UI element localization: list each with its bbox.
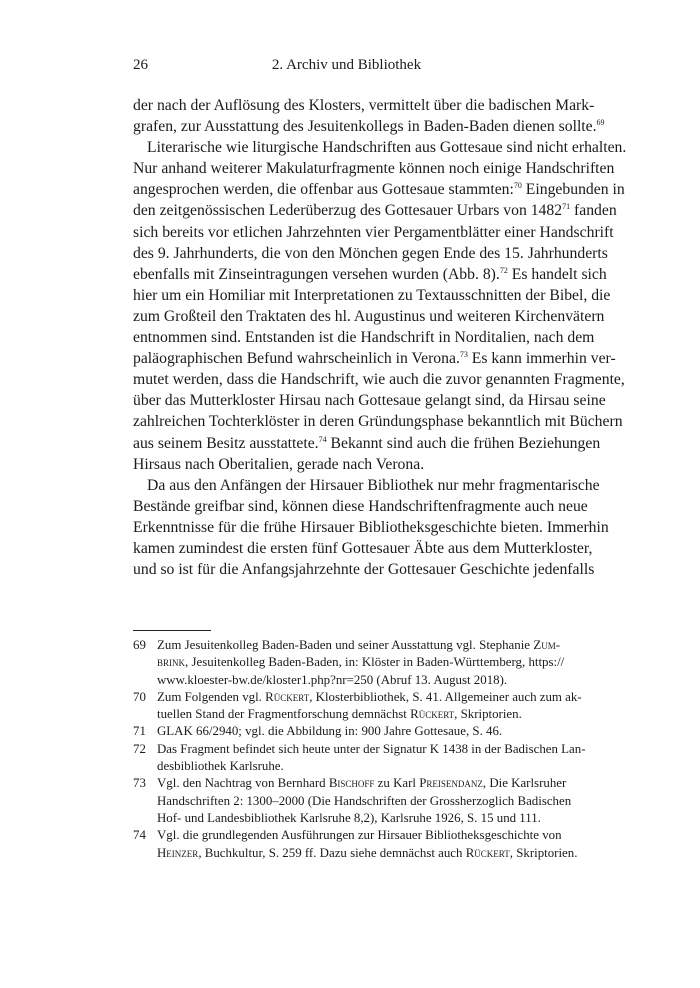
- text-line: kamen zumindest die ersten fünf Gottesauer Äbte aus dem Mutterkloster,: [133, 539, 593, 557]
- text-line: Hirsaus nach Oberitalien, gerade nach Verona.: [133, 455, 425, 473]
- footnote-ref[interactable]: 71: [562, 202, 571, 212]
- text-line: entnommen sind. Entstanden ist die Handschrift in Norditalien, nach dem: [133, 329, 595, 347]
- paragraph: [133, 137, 627, 475]
- footnote-73: [133, 775, 572, 827]
- main-text: [133, 95, 627, 580]
- page-header: [133, 55, 560, 75]
- footnote-number: 69: [133, 638, 146, 652]
- footnote-line: GLAK 66/2940; vgl. die Abbildung in: 900 Jahre Gottesaue, S. 46.: [157, 724, 503, 739]
- text-line: Da aus den Anfängen der Hirsauer Bibliothek nur mehr fragmentarische: [147, 476, 600, 494]
- text-line: angesprochen werden, die offenbar aus Gottesaue stammten:$^{70}$ Eingebunden in: [133, 181, 625, 199]
- footnote-line: Heinzer, Buchkultur, S. 259 ff. Dazu siehe demnächst auch Rückert, Skriptorien.: [157, 845, 578, 860]
- paragraph: [133, 95, 605, 137]
- text-line: paläographischen Befund wahrscheinlich in Verona.$^{73}$ Es kann immerhin ver-: [133, 350, 616, 368]
- text-line: zum Großteil den Traktaten des hl. Augustinus und weiteren Kirchenvätern: [133, 307, 605, 325]
- footnote-line: Vgl. die grundlegenden Ausführungen zur Hirsauer Bibliotheksgeschichte von: [157, 828, 562, 843]
- footnote-line: Vgl. den Nachtrag von Bernhard Bischoff zu Karl Preisendanz, Die Karlsruher: [157, 776, 567, 791]
- footnote-74: [133, 827, 578, 862]
- footnote-number: 74: [133, 828, 146, 843]
- footnote-separator: [133, 630, 211, 631]
- footnotes: [133, 637, 586, 862]
- footnote-69: [133, 637, 565, 689]
- footnote-number: 72: [133, 741, 146, 756]
- page-number: 26: [133, 57, 148, 73]
- text-line: Bestände greifbar sind, können diese Handschriftenfragmente auch neue: [133, 497, 588, 515]
- footnote-line[interactable]: www.kloester-bw.de/kloster1.php?nr=250 (Abruf 13. August 2018).: [157, 672, 508, 687]
- text-line: Erkenntnisse für die frühe Hirsauer Bibliotheksgeschichte bieten. Immerhin: [133, 518, 609, 536]
- footnote-line: Handschriften 2: 1300–2000 (Die Handschriften der Grossherzoglich Badischen: [157, 793, 572, 808]
- footnote-ref[interactable]: 73: [459, 350, 468, 360]
- text-line: ebenfalls mit Zinseintragungen versehen wurden (Abb. 8).$^{72}$ Es handelt sich: [133, 265, 607, 283]
- footnote-71: [133, 723, 560, 740]
- text-line: Literarische wie liturgische Handschriften aus Gottesaue sind nicht erhalten.: [147, 139, 627, 157]
- text-line: grafen, zur Ausstattung des Jesuitenkollegs in Baden-Baden dienen sollte.$^{69}$: [133, 118, 605, 136]
- text-line: des 9. Jahrhunderts, die von den Mönchen gegen Ende des 15. Jahrhunderts: [133, 244, 608, 262]
- footnote-ref[interactable]: 69: [596, 118, 605, 128]
- text-line: den zeitgenössischen Lederüberzug des Gottesauer Urbars von 1482$^{71}$ fanden: [133, 202, 617, 220]
- footnote-number: 71: [133, 724, 146, 739]
- text-line: sich bereits vor etlichen Jahrzehnten vier Pergamentblätter einer Handschrift: [133, 223, 614, 241]
- footnote-ref[interactable]: 70: [513, 181, 522, 191]
- footnote-line: desbibliothek Karlsruhe.: [157, 759, 284, 774]
- footnote-line: brink, Jesuitenkolleg Baden-Baden, in: Klöster in Baden-Württemberg, https://: [157, 655, 565, 670]
- text-line: zahlreichen Tochterklöster in deren Gründungsphase bekanntlich mit Büchern: [133, 413, 623, 431]
- text-line: über das Mutterkloster Hirsau nach Gottesaue gelangt sind, da Hirsau seine: [133, 392, 606, 410]
- text-line: Nur anhand weiterer Makulaturfragmente können noch einige Handschriften: [133, 160, 615, 178]
- footnote-line: Hof- und Landesbibliothek Karlsruhe 8,2), Karlsruhe 1926, S. 15 und 111.: [157, 810, 541, 825]
- text-line: aus seinem Besitz ausstattete.$^{74}$ Bekannt sind auch die frühen Beziehungen: [133, 434, 601, 452]
- text-line: hier um ein Homiliar mit Interpretationen zu Textausschnitten der Bibel, die: [133, 286, 611, 304]
- text-line: der nach der Auflösung des Klosters, vermittelt über die badischen Mark-: [133, 97, 595, 114]
- footnote-line: Das Fragment befindet sich heute unter der Signatur K 1438 in der Badischen Lan-: [157, 741, 586, 756]
- text-line: und so ist für die Anfangsjahrzehnte der Gottesauer Geschichte jedenfalls: [133, 561, 595, 579]
- running-head: 2. Archiv und Bibliothek: [271, 57, 422, 73]
- footnote-70: [133, 689, 582, 724]
- footnote-72: [133, 741, 586, 776]
- footnote-number: 70: [133, 689, 146, 704]
- footnote-line: Zum Jesuitenkolleg Baden-Baden und seiner Ausstattung vgl. Stephanie Zum-: [157, 638, 560, 652]
- footnote-ref[interactable]: 72: [499, 265, 508, 275]
- footnote-number: 73: [133, 776, 146, 791]
- footnote-line: Zum Folgenden vgl. Rückert, Klosterbibliothek, S. 41. Allgemeiner auch zum ak-: [157, 689, 582, 704]
- paragraph: [133, 475, 609, 580]
- footnote-ref[interactable]: 74: [318, 434, 327, 444]
- footnote-line: tuellen Stand der Fragmentforschung demnächst Rückert, Skriptorien.: [157, 707, 522, 722]
- text-line: mutet werden, dass die Handschrift, wie auch die zuvor genannten Fragmente,: [133, 371, 625, 389]
